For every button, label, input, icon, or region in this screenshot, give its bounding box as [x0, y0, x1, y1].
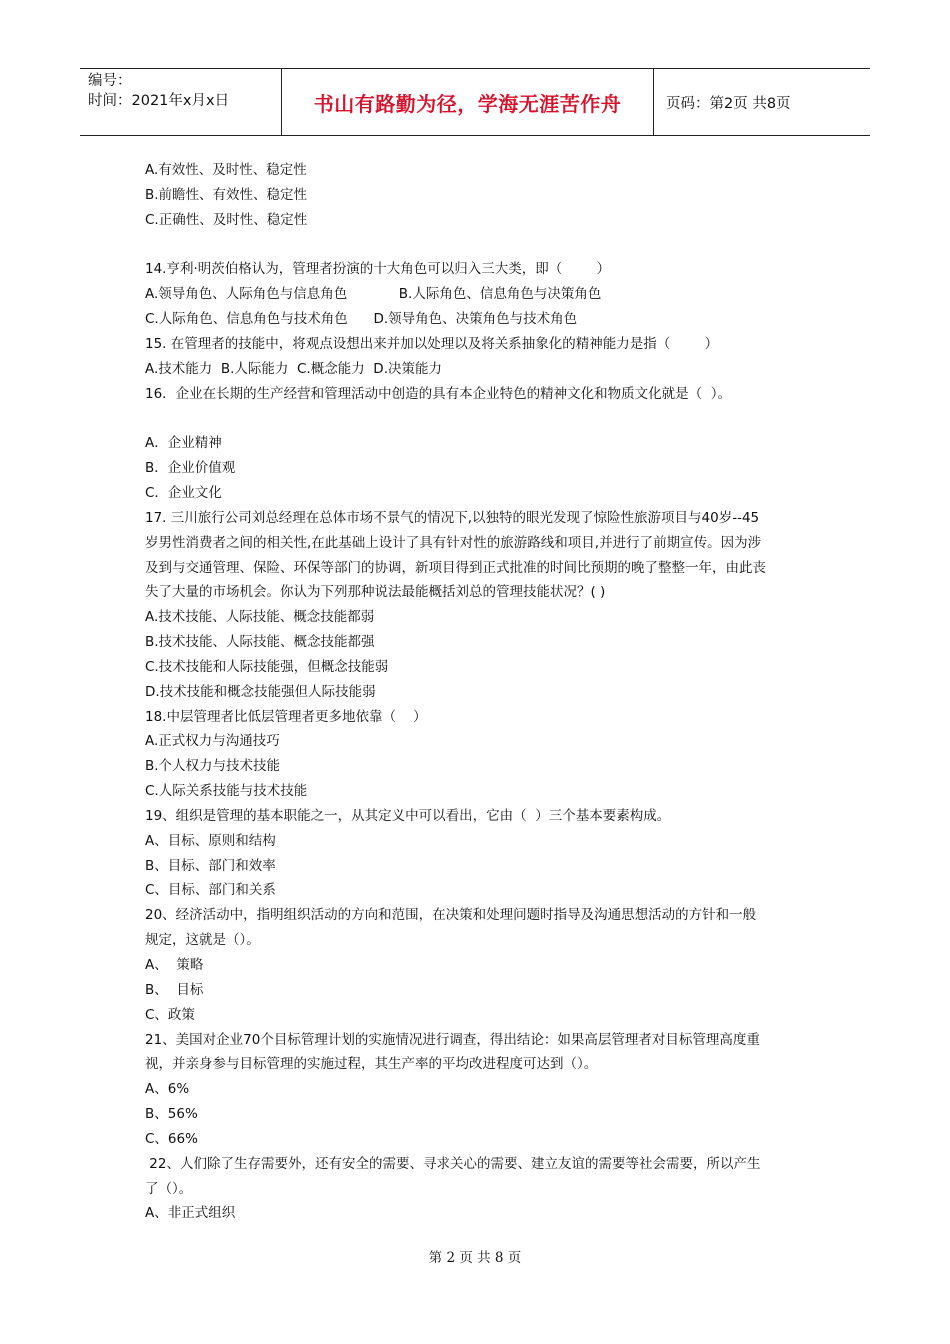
text-line: B．企业价值观	[145, 460, 236, 477]
page-footer: 第 2 页 共 8 页	[428, 1250, 522, 1266]
text-line: A、 策略	[145, 957, 204, 973]
text-line: C.人际关系技能与技术技能	[145, 783, 308, 800]
header-page-info: 页码：第2页 共8页	[666, 95, 791, 112]
text-line: B.个人权力与技术技能	[145, 758, 281, 775]
text-line: C、66%	[145, 1130, 198, 1147]
text-line: 14.亨利·明茨伯格认为，管理者扮演的十大角色可以归入三大类，即（ ）	[145, 261, 611, 278]
text-line: B、 目标	[145, 981, 204, 998]
text-line: 19、组织是管理的基本职能之一，从其定义中可以看出，它由（ ）三个基本要素构成。	[145, 807, 671, 824]
text-line: 21、美国对企业70个目标管理计划的实施情况进行调查，得出结论：如果高层管理者对目标管理高度重	[145, 1031, 760, 1048]
header-motto: 书山有路勤为径，学海无涯苦作舟	[282, 69, 654, 135]
blank-line	[145, 406, 815, 431]
text-line: 17. 三川旅行公司刘总经理在总体市场不景气的情况下,以独特的眼光发现了惊险性旅游项目与40岁--45	[145, 509, 760, 526]
text-line: 20、经济活动中，指明组织活动的方向和范围，在决策和处理问题时指导及沟通思想活动的方针和一般	[145, 907, 757, 924]
text-line: C、政策	[145, 1006, 195, 1023]
text-line: 岁男性消费者之间的相关性,在此基础上设计了具有针对性的旅游路线和项目,并进行了前期宣传。因为涉	[145, 534, 762, 551]
text-line: A.领导角色、人际角色与信息角色 B.人际角色、信息角色与决策角色	[145, 286, 602, 303]
text-line: 失了大量的市场机会。你认为下列那种说法最能概括刘总的管理技能状况？( )	[145, 584, 606, 601]
text-line: A、目标、原则和结构	[145, 832, 276, 849]
text-line: A.正式权力与沟通技巧	[145, 733, 280, 750]
text-line: B.技术技能、人际技能、概念技能都强	[145, 634, 375, 651]
text-line: A.技术能力 B.人际能力 C.概念能力 D.决策能力	[145, 360, 442, 377]
header-meta	[80, 69, 282, 135]
text-line: 视，并亲身参与目标管理的实施过程，其生产率的平均改进程度可达到（）。	[145, 1056, 598, 1073]
text-line: A.技术技能、人际技能、概念技能都弱	[145, 609, 375, 626]
text-line: C.正确性、及时性、稳定性	[145, 211, 308, 228]
text-line: B.前瞻性、有效性、稳定性	[145, 186, 308, 203]
text-line: 15. 在管理者的技能中，将观点设想出来并加以处理以及将关系抽象化的精神能力是指（ ）	[145, 335, 719, 352]
text-line: C.技术技能和人际技能强，但概念技能弱	[145, 658, 389, 675]
text-line: B、56%	[145, 1106, 198, 1123]
text-line: 及到与交通管理、保险、环保等部门的协调，新项目得到正式批准的时间比预期的晚了整整一年，由此丧	[145, 559, 766, 576]
document-body	[145, 158, 815, 1226]
page-header	[80, 68, 870, 136]
text-line: D.技术技能和概念技能强但人际技能弱	[145, 683, 376, 700]
code-label: 编号：	[88, 73, 132, 89]
text-line: A、6%	[145, 1081, 190, 1098]
text-line: C.人际角色、信息角色与技术角色 D.领导角色、决策角色与技术角色	[145, 311, 578, 328]
text-line: A.有效性、及时性、稳定性	[145, 162, 307, 178]
text-line: 16．企业在长期的生产经营和管理活动中创造的具有本企业特色的精神文化和物质文化就是（ ）。	[145, 385, 732, 402]
text-line: 18.中层管理者比低层管理者更多地依靠（ ）	[145, 708, 427, 725]
text-line: C、目标、部门和关系	[145, 882, 276, 899]
blank-line	[145, 233, 815, 258]
text-line: 22、人们除了生存需要外，还有安全的需要、寻求关心的需要、建立友谊的需要等社会需要，所以产生	[145, 1155, 761, 1172]
text-line: A、非正式组织	[145, 1205, 236, 1222]
text-line: B、目标、部门和效率	[145, 857, 276, 874]
time-label: 时间：2021年x月x日	[88, 93, 230, 109]
text-line: 了（）。	[145, 1180, 193, 1197]
text-line: 规定，这就是（）。	[145, 932, 260, 949]
text-line: A．企业精神	[145, 435, 222, 452]
text-line: C．企业文化	[145, 484, 222, 501]
